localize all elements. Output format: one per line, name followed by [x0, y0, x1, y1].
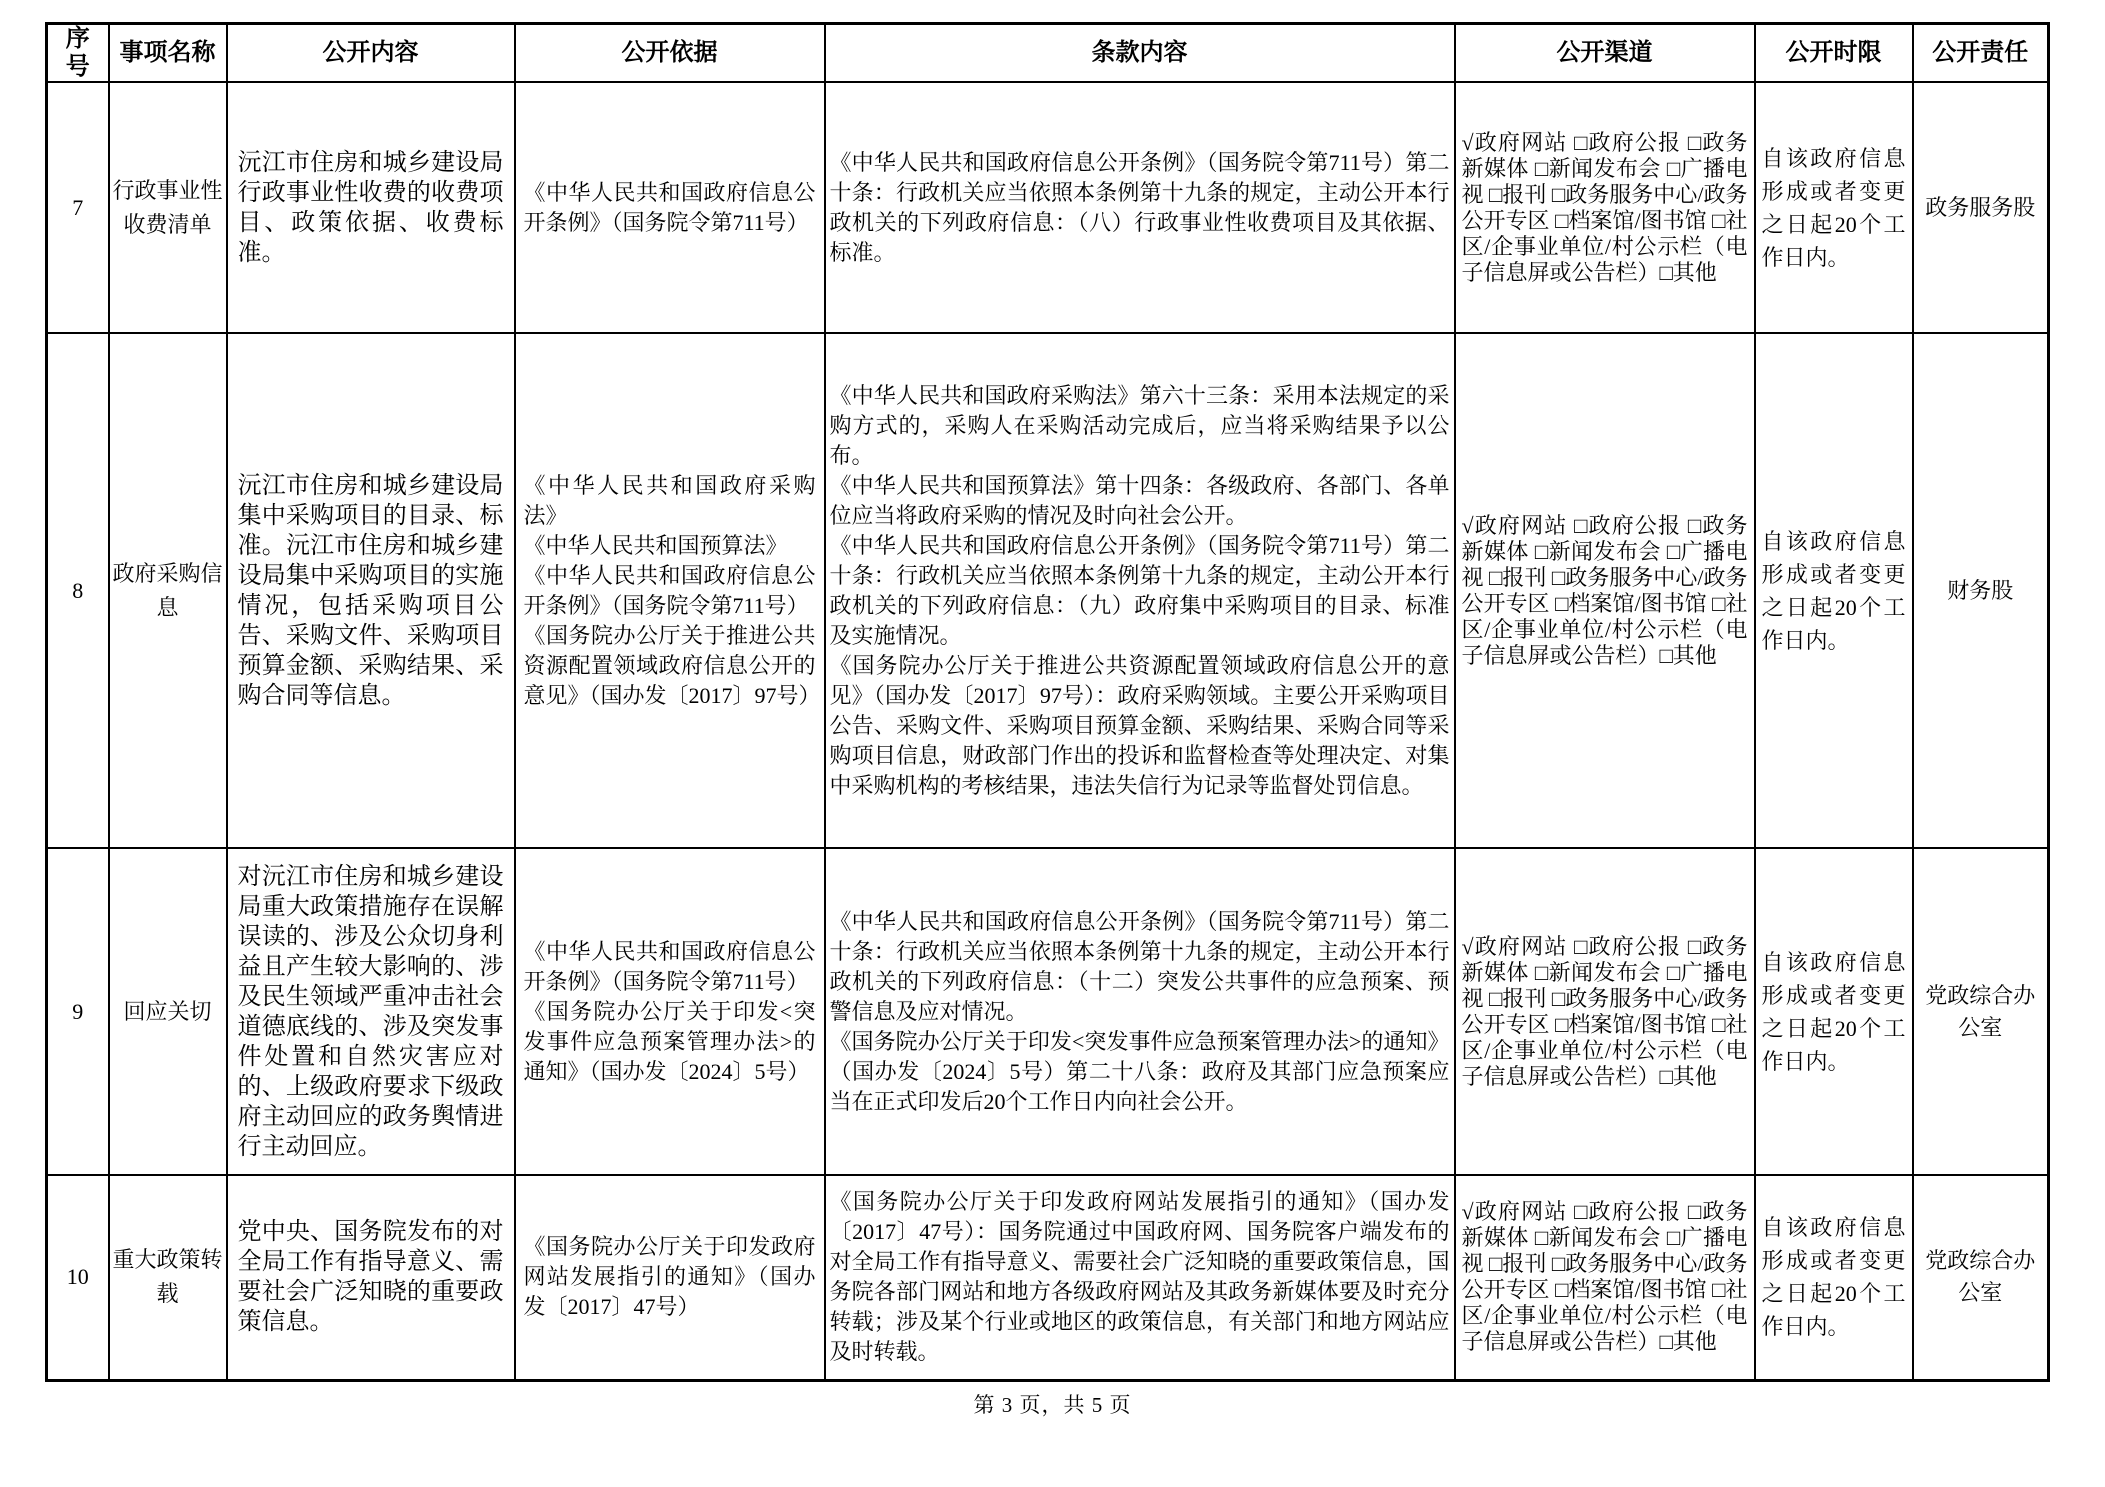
cell-content: 党中央、国务院发布的对全局工作有指导意义、需要社会广泛知晓的重要政策信息。: [227, 1175, 515, 1380]
table-header: [47, 24, 2049, 83]
cell-index: 10: [47, 1175, 109, 1380]
column-header-limit: 公开时限: [1755, 24, 1913, 83]
cell-basis: [515, 848, 825, 1175]
cell-channel: √政府网站 □政府公报 □政务新媒体 □新闻发布会 □广播电视 □报刊 □政务服务中心/政务公开专区 □档案馆/图书馆 □社区/企事业单位/村公示栏（电子信息屏或公告栏）□其他: [1455, 82, 1755, 333]
column-header-content: 公开内容: [227, 24, 515, 83]
disclosure-table: [45, 22, 2050, 1382]
cell-basis-paragraph: 《中华人民共和国政府信息公开条例》（国务院令第711号）: [523, 938, 816, 994]
column-header-channel: 公开渠道: [1455, 24, 1755, 83]
table-row-7: [47, 82, 2049, 333]
cell-clause-paragraph: 《中华人民共和国政府信息公开条例》（国务院令第711号）第二十条：行政机关应当依照本条例第十九条的规定，主动公开本行政机关的下列政府信息：（十二）突发公共事件的应急预案、预警信息及应对情况。: [829, 908, 1450, 1024]
cell-name: 行政事业性收费清单: [109, 82, 227, 333]
cell-limit: 自该政府信息形成或者变更之日起20个工作日内。: [1755, 82, 1913, 333]
cell-clause: [825, 1175, 1455, 1380]
cell-clause-paragraph: 《中华人民共和国政府信息公开条例》（国务院令第711号）第二十条：行政机关应当依照本条例第十九条的规定，主动公开本行政机关的下列政府信息：（八）行政事业性收费项目及其依据、标准。: [829, 149, 1450, 265]
cell-basis: [515, 333, 825, 848]
cell-clause-paragraph: 《国务院办公厅关于推进公共资源配置领域政府信息公开的意见》（国办发〔2017〕97号）：政府采购领域。主要公开采购项目公告、采购文件、采购项目预算金额、采购结果、采购合同等采购项目信息，财政部门作出的投诉和监督检查等处理决定、对集中采购机构的考核结果，违法失信行为记录等监督处罚信息。: [829, 652, 1450, 798]
page-footer: 第 3 页，共 5 页: [973, 1393, 1132, 1417]
cell-name: 政府采购信息: [109, 333, 227, 848]
cell-clause-paragraph: 《中华人民共和国预算法》第十四条：各级政府、各部门、各单位应当将政府采购的情况及时向社会公开。: [829, 472, 1450, 528]
cell-index: 9: [47, 848, 109, 1175]
cell-content: 沅江市住房和城乡建设局集中采购项目的目录、标准。沅江市住房和城乡建设局集中采购项目的实施情况，包括采购项目公告、采购文件、采购项目预算金额、采购结果、采购合同等信息。: [227, 333, 515, 848]
column-header-clause: 条款内容: [825, 24, 1455, 83]
cell-basis-paragraph: 《中华人民共和国政府信息公开条例》（国务院令第711号）: [523, 562, 816, 618]
table-body: [47, 82, 2049, 1380]
column-header-basis: 公开依据: [515, 24, 825, 83]
cell-clause-paragraph: 《国务院办公厅关于印发<突发事件应急预案管理办法>的通知》（国办发〔2024〕5号）第二十八条：政府及其部门应急预案应当在正式印发后20个工作日内向社会公开。: [829, 1028, 1450, 1114]
cell-index: 8: [47, 333, 109, 848]
table-row-8: [47, 333, 2049, 848]
cell-basis: [515, 82, 825, 333]
cell-basis: [515, 1175, 825, 1380]
table-row-9: [47, 848, 2049, 1175]
cell-channel: √政府网站 □政府公报 □政务新媒体 □新闻发布会 □广播电视 □报刊 □政务服务中心/政务公开专区 □档案馆/图书馆 □社区/企事业单位/村公示栏（电子信息屏或公告栏）□其他: [1455, 1175, 1755, 1380]
cell-clause-paragraph: 《国务院办公厅关于印发政府网站发展指引的通知》（国办发〔2017〕47号）：国务院通过中国政府网、国务院客户端发布的对全局工作有指导意义、需要社会广泛知晓的重要政策信息，国务院各部门网站和地方各级政府网站及其政务新媒体要及时充分转载；涉及某个行业或地区的政策信息，有关部门和地方网站应及时转载。: [829, 1189, 1450, 1365]
cell-channel: √政府网站 □政府公报 □政务新媒体 □新闻发布会 □广播电视 □报刊 □政务服务中心/政务公开专区 □档案馆/图书馆 □社区/企事业单位/村公示栏（电子信息屏或公告栏）□其他: [1455, 848, 1755, 1175]
cell-clause: [825, 333, 1455, 848]
cell-index: 7: [47, 82, 109, 333]
cell-basis-paragraph: 《国务院办公厅关于印发政府网站发展指引的通知》（国办发〔2017〕47号）: [523, 1234, 816, 1320]
cell-limit: 自该政府信息形成或者变更之日起20个工作日内。: [1755, 333, 1913, 848]
cell-channel: √政府网站 □政府公报 □政务新媒体 □新闻发布会 □广播电视 □报刊 □政务服务中心/政务公开专区 □档案馆/图书馆 □社区/企事业单位/村公示栏（电子信息屏或公告栏）□其他: [1455, 333, 1755, 848]
column-header-name: 事项名称: [109, 24, 227, 83]
cell-basis-paragraph: 《中华人民共和国政府采购法》: [523, 472, 816, 528]
cell-limit: 自该政府信息形成或者变更之日起20个工作日内。: [1755, 1175, 1913, 1380]
cell-limit: 自该政府信息形成或者变更之日起20个工作日内。: [1755, 848, 1913, 1175]
column-header-index: 序号: [47, 24, 109, 83]
cell-clause: [825, 848, 1455, 1175]
cell-basis-paragraph: 《国务院办公厅关于推进公共资源配置领域政府信息公开的意见》（国办发〔2017〕97号）: [523, 622, 821, 708]
cell-basis-paragraph: 《中华人民共和国政府信息公开条例》（国务院令第711号）: [523, 179, 816, 235]
cell-name: 重大政策转载: [109, 1175, 227, 1380]
cell-clause-paragraph: 《中华人民共和国政府采购法》第六十三条：采用本法规定的采购方式的，采购人在采购活动完成后，应当将采购结果予以公布。: [829, 382, 1450, 468]
cell-duty: 财务股: [1913, 333, 2049, 848]
cell-content: 沅江市住房和城乡建设局行政事业性收费的收费项目、政策依据、收费标准。: [227, 82, 515, 333]
table-row-10: [47, 1175, 2049, 1380]
cell-basis-paragraph: 《中华人民共和国预算法》: [523, 532, 788, 558]
header-row: [47, 24, 2049, 83]
cell-duty: 政务服务股: [1913, 82, 2049, 333]
cell-duty: 党政综合办公室: [1913, 848, 2049, 1175]
cell-clause-paragraph: 《中华人民共和国政府信息公开条例》（国务院令第711号）第二十条：行政机关应当依照本条例第十九条的规定，主动公开本行政机关的下列政府信息：（九）政府集中采购项目的目录、标准及实施情况。: [829, 532, 1450, 648]
cell-content: 对沅江市住房和城乡建设局重大政策措施存在误解误读的、涉及公众切身利益且产生较大影响的、涉及民生领域严重冲击社会道德底线的、涉及突发事件处置和自然灾害应对的、上级政府要求下级政府主动回应的政务舆情进行主动回应。: [227, 848, 515, 1175]
cell-basis-paragraph: 《国务院办公厅关于印发<突发事件应急预案管理办法>的通知》（国办发〔2024〕5号）: [523, 998, 816, 1084]
cell-duty: 党政综合办公室: [1913, 1175, 2049, 1380]
cell-name: 回应关切: [109, 848, 227, 1175]
cell-clause: [825, 82, 1455, 333]
column-header-duty: 公开责任: [1913, 24, 2049, 83]
